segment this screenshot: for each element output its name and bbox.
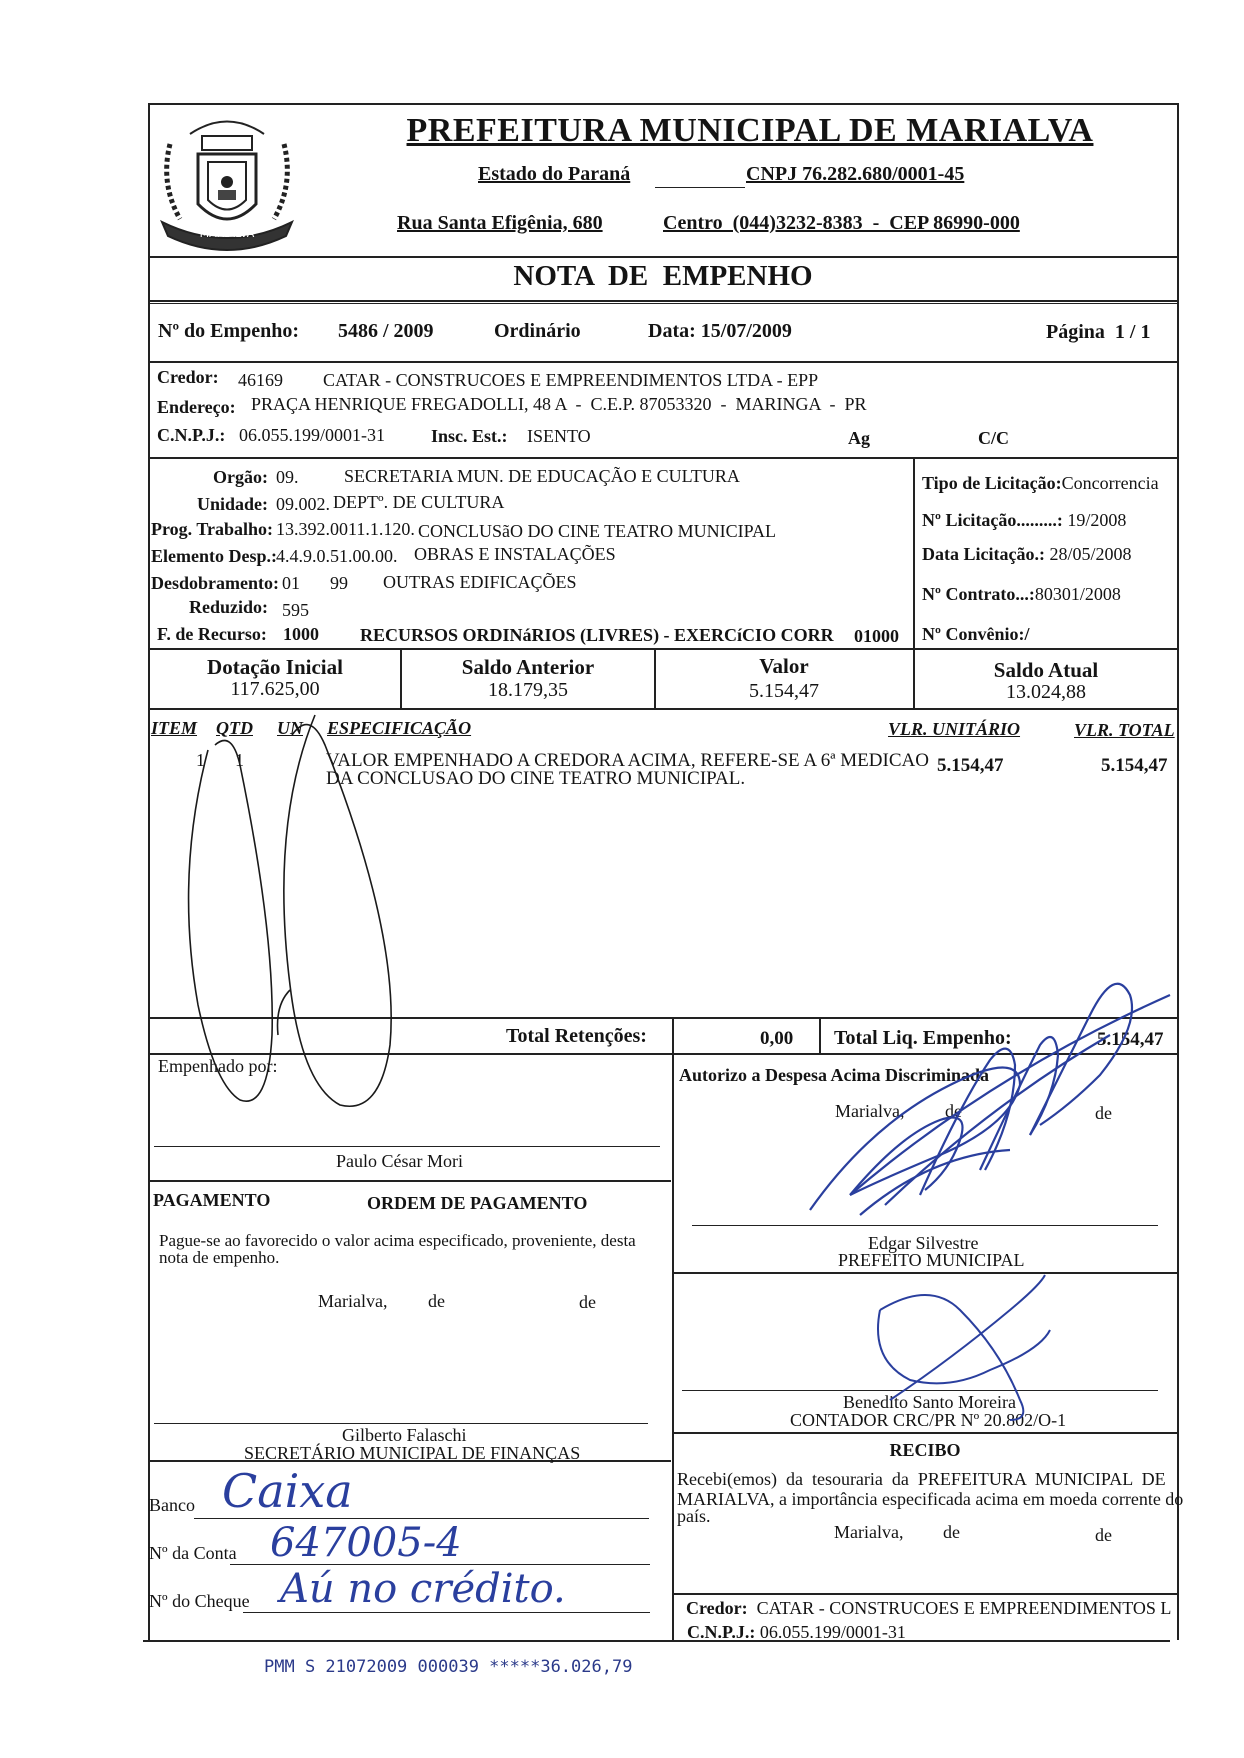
reduzido-label: Reduzido: xyxy=(188,597,268,617)
pagamento-signer: Gilberto Falaschi xyxy=(342,1425,467,1445)
saldo-atual-label: Saldo Atual xyxy=(993,658,1099,682)
rule-contador-bottom xyxy=(672,1432,1178,1434)
valor-value: 5.154,47 xyxy=(749,680,819,702)
saldo-anterior-label: Saldo Anterior xyxy=(461,655,595,679)
licitacao-numero: Nº Licitação.........: 19/2008 xyxy=(922,510,1127,530)
ordem-pagamento-label: ORDEM DE PAGAMENTO xyxy=(367,1193,588,1213)
valor-label: Valor xyxy=(759,654,809,678)
cheque-field-line xyxy=(243,1612,650,1613)
frame-right xyxy=(1177,103,1179,1640)
pagamento-role: SECRETÁRIO MUNICIPAL DE FINANÇAS xyxy=(244,1443,581,1463)
autorizo-de-1: de xyxy=(945,1101,962,1121)
recibo-text-line1: Recebi(emos) da tesouraria da PREFEITURA MUNICIPAL DE xyxy=(677,1469,1166,1489)
state-name: Estado do Paraná xyxy=(478,163,631,185)
rule-title-bottom xyxy=(148,300,1178,302)
cheque-handwritten: Aú no crédito. xyxy=(280,1566,566,1612)
rule-retencoes-bottom xyxy=(148,1053,1178,1055)
reduzido-value: 595 xyxy=(282,600,309,620)
credor-address: PRAÇA HENRIQUE FREGADOLLI, 48 A - C.E.P. 87053320 - MARINGA - PR xyxy=(251,394,867,414)
prog-trabalho-label: Prog. Trabalho: xyxy=(151,519,274,539)
licitacao-data: Data Licitação.: 28/05/2008 xyxy=(922,544,1132,564)
rule-retencoes-mid xyxy=(819,1017,821,1053)
rule-empenhado-bottom xyxy=(148,1180,671,1182)
retencoes-value: 0,00 xyxy=(760,1028,794,1049)
autorizo-label: Autorizo a Despesa Acima Discriminada xyxy=(679,1065,989,1085)
dotacao-inicial-label: Dotação Inicial xyxy=(207,655,343,679)
page-number: Página 1 / 1 xyxy=(1046,321,1151,343)
desdobramento-name: OUTRAS EDIFICAÇÕES xyxy=(383,572,577,592)
dotacao-inicial-value: 117.625,00 xyxy=(230,678,320,700)
empenho-type: Ordinário xyxy=(494,320,581,342)
contador-role: CONTADOR CRC/PR Nº 20.802/O-1 xyxy=(790,1410,1067,1430)
item-quantity: 1 xyxy=(235,750,244,770)
pagamento-de-1: de xyxy=(428,1291,445,1311)
col-total-value-header: VLR. TOTAL xyxy=(1074,720,1175,740)
orgao-name: SECRETARIA MUN. DE EDUCAÇÃO E CULTURA xyxy=(344,466,740,486)
conta-label: Nº da Conta xyxy=(149,1543,237,1563)
col-un-header: UN xyxy=(277,718,303,738)
account-label: C/C xyxy=(978,428,1009,448)
insc-est-value: ISENTO xyxy=(527,426,591,446)
orgao-label: Orgão: xyxy=(213,467,268,487)
credor-name: CATAR - CONSTRUCOES E EMPREENDIMENTOS LTDA - EPP xyxy=(323,370,819,390)
rule-items-bottom xyxy=(148,1017,1178,1019)
rule-header-bottom xyxy=(148,256,1178,258)
unidade-name: DEPTº. DE CULTURA xyxy=(333,492,505,512)
agency-label: Ag xyxy=(848,428,870,448)
address-label: Endereço: xyxy=(157,397,236,417)
rule-middle xyxy=(672,1017,674,1640)
recibo-text-line3: país. xyxy=(677,1506,711,1526)
rule-credor-bottom xyxy=(148,457,1178,459)
credor-cnpj-label: C.N.P.J.: xyxy=(157,425,226,445)
autorizo-signer: Edgar Silvestre xyxy=(868,1233,979,1253)
empenhado-signer: Paulo César Mori xyxy=(336,1151,463,1171)
recibo-label: RECIBO xyxy=(889,1440,961,1460)
rule-title-double xyxy=(148,303,1178,304)
rule-totals-bottom xyxy=(148,708,1178,710)
banco-handwritten: Caixa xyxy=(222,1464,353,1518)
frame-bottom xyxy=(143,1640,1170,1642)
district-phone-cep: Centro (044)3232-8383 - CEP 86990-000 xyxy=(663,212,1020,234)
banco-field-line xyxy=(194,1518,649,1519)
empenhado-signature-line xyxy=(154,1146,660,1147)
liquido-value: 5.154,47 xyxy=(1097,1029,1164,1050)
recurso-name: RECURSOS ORDINáRIOS (LIVRES) - EXERCíCIO CORR xyxy=(360,625,834,645)
convenio-numero: Nº Convênio:/ xyxy=(922,624,1030,644)
empenho-number-label: Nº do Empenho: xyxy=(158,320,300,342)
recibo-place: Marialva, xyxy=(834,1522,904,1542)
rule-empenho-bottom xyxy=(148,361,1178,363)
recurso-code: 1000 xyxy=(283,624,319,644)
desdobramento-sub: 99 xyxy=(330,573,348,593)
header-underline-gap xyxy=(655,187,745,188)
footer-credor: Credor: CATAR - CONSTRUCOES E EMPREENDIMENTOS L xyxy=(686,1598,1172,1618)
recibo-de-1: de xyxy=(943,1522,960,1542)
col-qtd-header: QTD xyxy=(216,718,253,738)
pagamento-de-2: de xyxy=(579,1292,596,1312)
empenhado-por-label: Empenhado por: xyxy=(158,1056,278,1076)
credor-code: 46169 xyxy=(238,370,283,390)
licitacao-tipo: Tipo de Licitação:Concorrencia xyxy=(922,473,1159,493)
banco-label: Banco xyxy=(149,1495,195,1515)
col-item-header: ITEM xyxy=(151,718,198,738)
retencoes-label: Total Retenções: xyxy=(506,1025,647,1047)
insc-est-label: Insc. Est.: xyxy=(431,426,508,446)
liquido-label: Total Liq. Empenho: xyxy=(834,1027,1012,1049)
item-spec-line1: VALOR EMPENHADO A CREDORA ACIMA, REFERE-SE A 6ª MEDICAO xyxy=(326,750,929,771)
contrato-numero: Nº Contrato...:80301/2008 xyxy=(922,584,1121,604)
unidade-label: Unidade: xyxy=(196,494,268,514)
recurso-number: 01000 xyxy=(854,626,899,646)
pagamento-text-line1: Pague-se ao favorecido o valor acima especificado, proveniente, desta xyxy=(159,1231,636,1250)
recurso-label: F. de Recurso: xyxy=(157,624,267,644)
payment-authentication-stamp: PMM S 21072009 000039 *****36.026,79 xyxy=(264,1657,633,1677)
elemento-name: OBRAS E INSTALAÇÕES xyxy=(414,544,616,564)
autorizo-de-2: de xyxy=(1095,1103,1112,1123)
credor-label: Credor: xyxy=(157,367,219,387)
empenho-number: 5486 / 2009 xyxy=(338,320,434,342)
prog-trabalho-name: CONCLUSãO DO CINE TEATRO MUNICIPAL xyxy=(418,521,777,541)
desdobramento-label: Desdobramento: xyxy=(151,573,279,593)
elemento-code: 4.4.9.0.51.00.00. xyxy=(276,546,398,566)
item-unit-value: 5.154,47 xyxy=(937,755,1004,776)
autorizo-place: Marialva, xyxy=(835,1101,905,1121)
conta-handwritten: 647005-4 xyxy=(270,1520,462,1566)
contador-signer: Benedito Santo Moreira xyxy=(843,1392,1016,1412)
rule-autorizo-bottom xyxy=(672,1272,1178,1274)
autorizo-signature-line xyxy=(692,1225,1158,1226)
orgao-code: 09. xyxy=(276,467,299,487)
saldo-anterior-value: 18.179,35 xyxy=(488,679,568,701)
col-unit-value-header: VLR. UNITÁRIO xyxy=(888,719,1021,739)
saldo-atual-value: 13.024,88 xyxy=(1006,681,1086,703)
pagamento-place: Marialva, xyxy=(318,1291,388,1311)
pagamento-label: PAGAMENTO xyxy=(153,1190,271,1210)
rule-recibo-bottom xyxy=(672,1593,1178,1595)
empenho-date: Data: 15/07/2009 xyxy=(648,320,792,342)
elemento-label: Elemento Desp.: xyxy=(151,546,277,566)
pagamento-signature-line xyxy=(154,1423,648,1424)
cheque-label: Nº do Cheque xyxy=(149,1591,250,1611)
autorizo-role: PREFEITO MUNICIPAL xyxy=(838,1250,1025,1270)
item-total-value: 5.154,47 xyxy=(1101,755,1168,776)
svg-text:MARIALVA: MARIALVA xyxy=(199,227,255,240)
municipality-cnpj: CNPJ 76.282.680/0001-45 xyxy=(746,163,965,185)
item-number: 1 xyxy=(196,750,205,770)
rule-budget-bottom xyxy=(148,648,1178,650)
frame-left xyxy=(148,103,150,1640)
street-address: Rua Santa Efigênia, 680 xyxy=(397,212,603,234)
recibo-text-line2: MARIALVA, a importância especificada acima em moeda corrente do xyxy=(677,1489,1184,1509)
col-spec-header: ESPECIFICAÇÃO xyxy=(327,718,472,738)
document-title: NOTA DE EMPENHO xyxy=(513,260,813,292)
municipality-title: PREFEITURA MUNICIPAL DE MARIALVA xyxy=(406,112,1094,149)
footer-credor-cnpj: C.N.P.J.: 06.055.199/0001-31 xyxy=(687,1622,906,1642)
desdobramento-code: 01 xyxy=(282,573,300,593)
prog-trabalho-code: 13.392.0011.1.120. xyxy=(276,519,415,539)
credor-cnpj: 06.055.199/0001-31 xyxy=(239,425,385,445)
recibo-de-2: de xyxy=(1095,1525,1112,1545)
contador-signature-line xyxy=(682,1390,1158,1391)
item-spec-line2: DA CONCLUSAO DO CINE TEATRO MUNICIPAL. xyxy=(326,768,746,789)
unidade-code: 09.002. xyxy=(276,494,330,514)
pagamento-text-line2: nota de empenho. xyxy=(159,1248,280,1267)
municipal-coat-of-arms xyxy=(150,104,304,254)
